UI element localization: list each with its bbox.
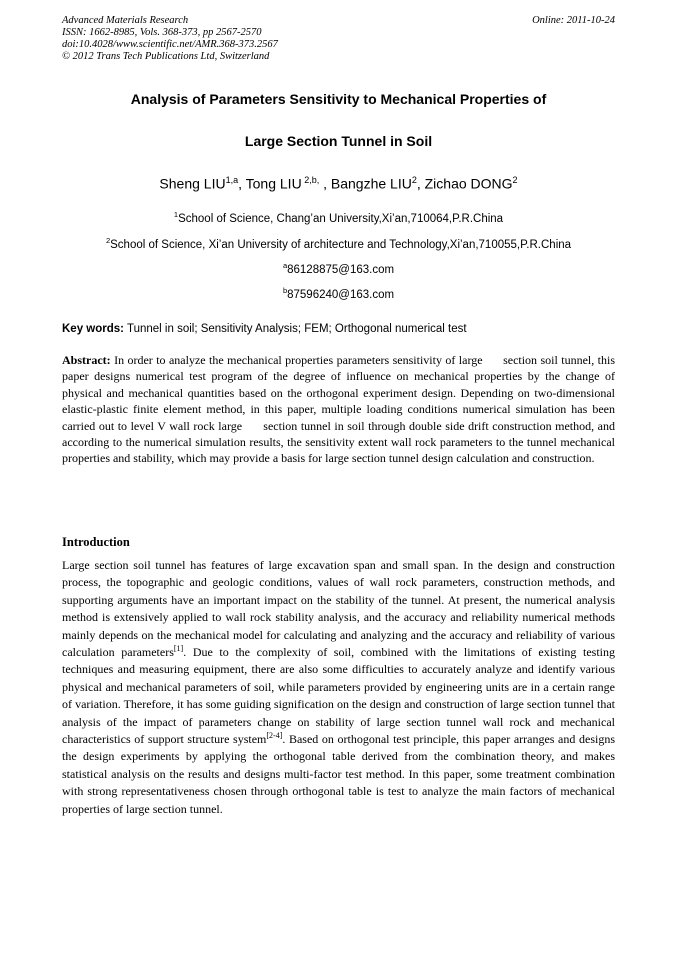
affiliation-text: School of Science, Chang’an University,Xi’an,710064,P.R.China — [178, 212, 504, 225]
keywords-text: Tunnel in soil; Sensitivity Analysis; FEM; Orthogonal numerical test — [124, 323, 467, 335]
introduction-paragraph — [62, 557, 615, 818]
section-heading-introduction: Introduction — [62, 535, 130, 549]
abstract-label: Abstract: — [62, 353, 111, 367]
intro-text-part-3: . Based on orthogonal test principle, this paper arranges and designs the design experiments by applying the orthogonal table derived from the combination theory, and makes statistical analysis on the results and designs multi-factor test method. In this paper, some treatment combination with strong representativeness chosen through orthogonal table is test to analyze the main factors of mechanical properties of large section tunnel. — [62, 732, 615, 816]
email-2 — [62, 286, 615, 301]
affiliation-text: School of Science, Xi’an University of architecture and Technology,Xi’an,710055,P.R.China — [110, 238, 572, 251]
author-name: Tong LIU — [245, 175, 302, 192]
abstract-text: In order to analyze the mechanical properties parameters sensitivity of large section soil tunnel, this paper designs numerical test program of the degree of influence on mechanical properties by the change of physical and mechanical quantities based on the orthogonal experiment design. Depending on two-dimensional elastic-plastic finite element method, in this paper, multiple loading conditions numerical simulation has been carried out to level V wall rock large section tunnel in soil through double side drift construction method, and according to the numerical simulation results, the sensitivity extent wall rock parameters to the tunnel mechanical properties and stability, which may provide a basis for large section tunnel design calculation and construction. — [62, 353, 618, 466]
email-text: 87596240@163.com — [287, 288, 395, 301]
author-name: Zichao DONG — [424, 175, 513, 192]
abstract — [62, 352, 618, 467]
email-text: 86128875@163.com — [287, 263, 395, 276]
citation-reference: [2-4] — [266, 731, 283, 741]
author-affiliation-mark: 2,b, — [301, 175, 320, 185]
author-list — [62, 175, 615, 192]
email-mark: a — [282, 261, 288, 270]
paper-title-line-2: Large Section Tunnel in Soil — [244, 133, 433, 149]
citation-reference: [1] — [173, 644, 184, 654]
author-separator: , — [319, 175, 331, 192]
paper-title-line-1: Analysis of Parameters Sensitivity to Mechanical Properties of — [130, 91, 547, 107]
author-affiliation-mark: 2 — [512, 175, 518, 185]
email-1 — [62, 261, 615, 276]
affiliation-2 — [62, 236, 615, 251]
doi-line: doi:10.4028/www.scientific.net/AMR.368-373.2567 — [62, 39, 278, 50]
author-name: Sheng LIU — [159, 175, 226, 192]
online-date: Online: 2011-10-24 — [532, 15, 615, 26]
journal-header — [62, 15, 615, 63]
email-mark: b — [282, 286, 288, 295]
intro-text-part-1: Large section soil tunnel has features of large excavation span and small span. In the design and construction process, the topographic and geologic conditions, values of wall rock parameters, construction methods, and supporting arguments have an important impact on the stability of the tunnel. At present, the numerical analysis method is extensively applied to wall rock stability analysis, and the accuracy and reliability numerical methods mainly depends on the mechanical model for calculating and analyzing and the accuracy and reliability of various calculation parameters — [62, 558, 615, 660]
affiliation-1 — [62, 210, 615, 225]
author-affiliation-mark: 1,a — [225, 175, 239, 185]
issn-line: ISSN: 1662-8985, Vols. 368-373, pp 2567-2570 — [62, 27, 262, 38]
affiliation-mark: 2 — [105, 236, 111, 245]
author-name: Bangzhe LIU — [330, 175, 412, 192]
copyright-line: © 2012 Trans Tech Publications Ltd, Switzerland — [62, 51, 270, 62]
author-separator: , — [238, 175, 246, 192]
keywords-label: Key words: — [62, 323, 124, 335]
affiliation-mark: 1 — [173, 210, 179, 219]
keywords — [62, 323, 615, 335]
author-affiliation-mark: 2 — [411, 175, 417, 185]
author-separator: , — [416, 175, 425, 192]
journal-name: Advanced Materials Research — [62, 15, 189, 26]
intro-text-part-2: . Due to the complexity of soil, combined with the limitations of existing testing techniques and measuring equipment, there are also some difficulties to accurately analyze and identify various physical and mechanical parameters of soil, while parameters provided by engineering units are in a certain range of variation. Therefore, it has some guiding signification on the design and construction of large section tunnel that analysis of the impact of parameters change on stability of large section tunnel wall rock and mechanical characteristics of support structure system — [62, 645, 616, 747]
